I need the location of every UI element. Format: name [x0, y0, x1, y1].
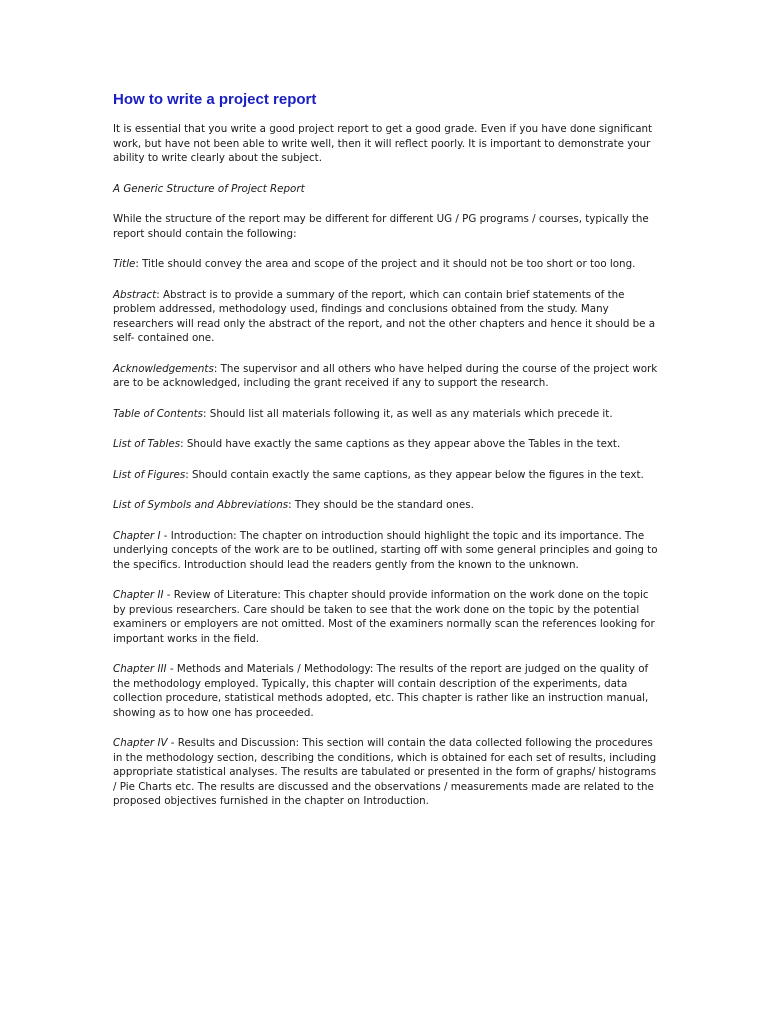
section-separator: : — [213, 362, 221, 375]
section-chapter-3 — [113, 662, 658, 720]
section-text: Abstract is to provide a summary of the report, which can contain brief statements of the problem addressed, methodology used, findings and conclusions obtained from the study. Many researchers will read only the abstract of the report, and not the other chapters and hence it should be a self- contained one. — [113, 288, 656, 344]
section-table-of-contents — [113, 407, 658, 422]
section-text: Should have exactly the same captions as they appear above the Tables in the text. — [186, 438, 621, 450]
section-separator: : — [203, 407, 210, 420]
section-separator: - — [166, 663, 177, 675]
page-title: How to write a project report — [113, 91, 317, 108]
section-text: Should contain exactly the same captions, as they appear below the figures in the text. — [192, 468, 644, 481]
section-separator: : — [135, 258, 143, 270]
section-term: Chapter I — [113, 529, 161, 542]
section-list-of-tables — [113, 437, 658, 452]
section-list-of-figures — [113, 468, 658, 483]
document-page — [113, 88, 658, 809]
section-chapter-1 — [113, 529, 658, 573]
section-term: Chapter III — [113, 663, 167, 675]
section-abstract — [113, 288, 658, 346]
section-text: Methods and Materials / Methodology: The results of the report are judged on the quality of the methodology employed. Typically, this chapter will contain description of the experiments, data collection procedure, statistical methods adopted, etc. This chapter is rather like an instruction manual, showing as to how one has proceeded. — [113, 663, 649, 719]
section-separator: : — [156, 288, 163, 301]
section-term: Chapter II — [113, 589, 164, 601]
section-text: Introduction: The chapter on introduction should highlight the topic and its importance. The underlying concepts of the work are to be outlined, starting off with some general principles and going to the specifics. Introduction should lead the readers gently from the known to the unknown. — [113, 529, 658, 571]
section-text: Should list all materials following it, as well as any materials which precede it. — [209, 407, 613, 420]
section-text: They should be the standard ones. — [294, 499, 474, 511]
section-separator: : — [185, 468, 192, 481]
section-term: Abstract — [113, 288, 157, 301]
section-text: The supervisor and all others who have helped during the course of the project work are to be acknowledged, including the grant received if any to support the research. — [113, 362, 658, 389]
section-term: Title — [113, 258, 136, 270]
section-separator: - — [167, 737, 178, 749]
section-term: Table of Contents — [113, 407, 204, 420]
section-term: List of Symbols and Abbreviations — [113, 499, 289, 511]
section-separator: : — [288, 499, 295, 511]
section-term: Chapter IV — [113, 737, 168, 749]
section-separator: - — [160, 529, 171, 542]
section-text: Review of Literature: This chapter should provide information on the work done on the topic by previous researchers. Care should be taken to see that the work done on the topic by the potential examiners or employers are not omitted. Most of the examiners normally scan the references looking for important works in the field. — [113, 589, 655, 645]
section-term: List of Figures — [113, 468, 186, 481]
section-chapter-4 — [113, 736, 658, 809]
section-chapter-2 — [113, 588, 658, 646]
section-title — [113, 257, 658, 272]
section-list-of-symbols — [113, 498, 658, 513]
section-text: Title should convey the area and scope of the project and it should not be too short or too long. — [142, 258, 636, 270]
section-text: Results and Discussion: This section will contain the data collected following the procedures in the methodology section, describing the conditions, which is obtained for each set of results, including appropriate statistical analyses. The results are tabulated or presented in the form of graphs/ histograms / Pie Charts etc. The results are discussed and the observations / measurements made are related to the proposed objectives furnished in the chapter on Introduction. — [113, 737, 657, 807]
section-subheading: A Generic Structure of Project Report — [113, 182, 305, 195]
section-separator: - — [163, 589, 174, 601]
lead-paragraph: While the structure of the report may be different for different UG / PG programs / courses, typically the report should contain the following: — [113, 213, 649, 240]
section-term: Acknowledgements — [113, 362, 214, 375]
section-term: List of Tables — [113, 438, 181, 450]
intro-paragraph: It is essential that you write a good project report to get a good grade. Even if you have done significant work, but have not been able to write well, then it will reflect poorly. It is important to demonstrate your ability to write clearly about the subject. — [113, 123, 653, 164]
section-separator: : — [180, 438, 187, 450]
section-acknowledgements — [113, 362, 658, 391]
